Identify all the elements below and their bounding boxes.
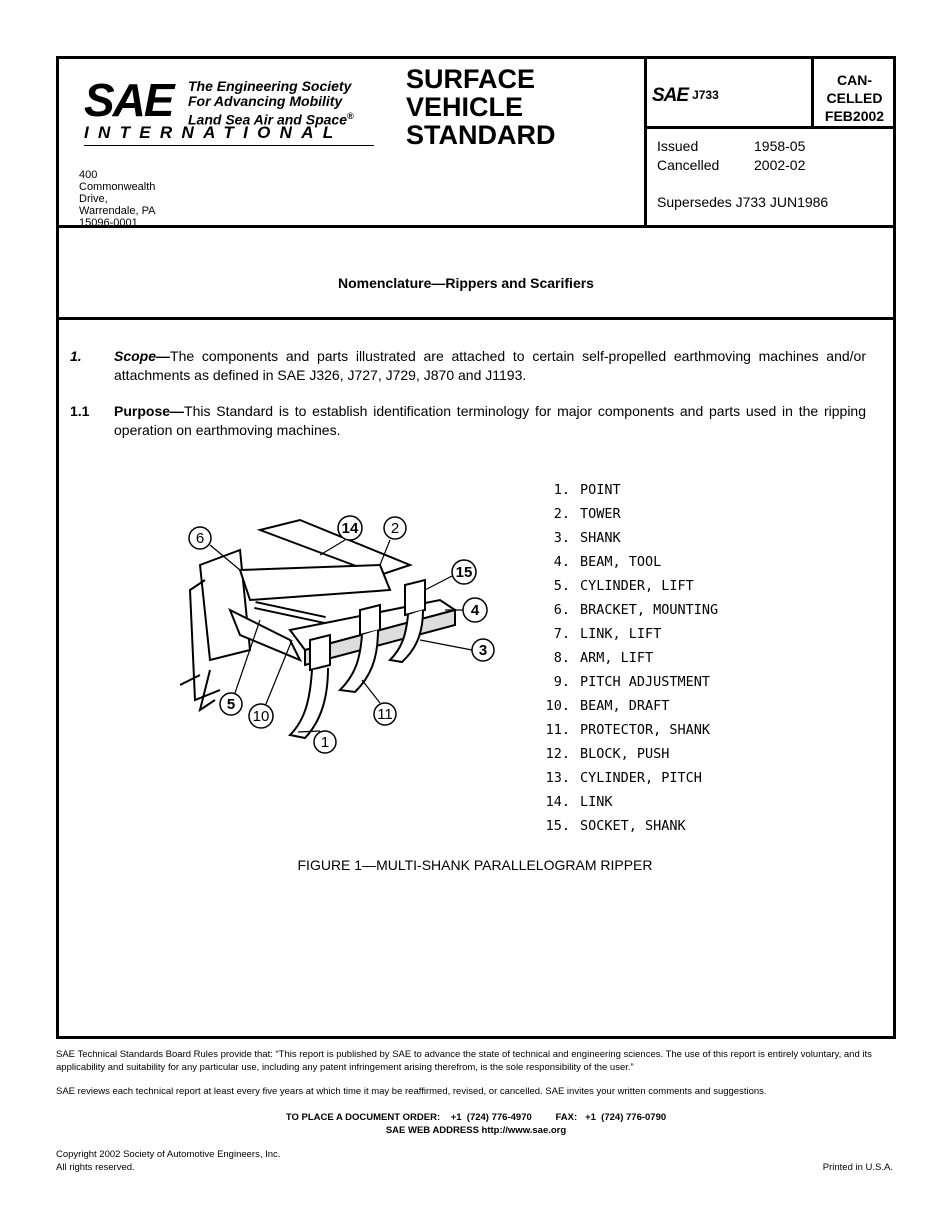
sae-address: 400 Commonwealth Drive, Warrendale, PA 15096-0001 (79, 169, 156, 229)
tagline-line-3: Land Sea Air and Space® (188, 111, 354, 128)
header-block (59, 59, 893, 228)
callout-15 (452, 560, 476, 584)
parts-list-item: 12. BLOCK, PUSH (545, 746, 670, 762)
svg-text:5: 5 (226, 696, 236, 713)
footer-rules: SAE Technical Standards Board Rules provide that: “This report is published by SAE to advance the state of technical and engineering sciences. The use of this report is entirely voluntary, and its applicability and suitability for any particular use, including any patent infringement arising therefrom, is the sole responsibility of the user.” (56, 1049, 872, 1073)
title-block (59, 228, 893, 320)
callout-5 (220, 693, 242, 715)
header-divider (811, 59, 814, 129)
callout-14 (338, 516, 362, 540)
parts-list (530, 478, 718, 838)
parts-list-item: 6. BRACKET, MOUNTING (553, 602, 719, 618)
callout-2 (384, 517, 406, 539)
svg-text:11: 11 (377, 706, 393, 723)
header-divider (644, 126, 893, 129)
printed-in: Printed in U.S.A. (822, 1162, 893, 1173)
callout-10 (249, 704, 273, 728)
footer-review: SAE reviews each technical report at least every five years at which time it may be reaffirmed, revised, or cancelled. SAE invites your written comments and suggestions. (56, 1086, 767, 1097)
tagline-line-1: The Engineering Society (188, 78, 352, 94)
order-info: TO PLACE A DOCUMENT ORDER: +1 (724) 776-4970 FAX: +1 (724) 776-0790 SAE WEB ADDRESS http://www.sae.org (285, 1111, 667, 1136)
parts-list-item: 2. TOWER (553, 506, 621, 522)
callout-6 (189, 527, 211, 549)
footer (56, 1049, 896, 1137)
svg-text:6: 6 (195, 530, 205, 547)
parts-list-item: 8. ARM, LIFT (553, 650, 654, 666)
section-purpose: 1.1 Purpose—This Standard is to establish identification terminology for major components and parts used in the ripping operation on earthmoving machines. (70, 403, 866, 438)
parts-list-item: 14. LINK (545, 794, 613, 810)
parts-list-item: 10. BEAM, DRAFT (545, 698, 670, 714)
callout-4 (463, 598, 487, 622)
svg-text:3: 3 (478, 642, 488, 659)
callout-11 (374, 703, 396, 725)
header-divider (644, 59, 647, 225)
doc-number: SAE J733 (652, 85, 719, 106)
svg-text:10: 10 (252, 708, 270, 725)
copyright: Copyright 2002 Society of Automotive Engineers, Inc. All rights reserved. (56, 1149, 281, 1173)
section-scope: 1. Scope—The components and parts illustrated are attached to certain self-propelled earthmoving machines and/or attachments as defined in SAE J326, J727, J729, J870 and J1193. (70, 348, 866, 383)
callout-1 (314, 731, 336, 753)
figure-caption: FIGURE 1—MULTI-SHANK PARALLELOGRAM RIPPER (297, 857, 653, 873)
logo-rule (84, 145, 374, 146)
svg-text:14: 14 (341, 520, 359, 537)
parts-list-item: 11. PROTECTOR, SHANK (545, 722, 711, 738)
svg-text:4: 4 (470, 602, 480, 619)
doc-dates: Issued 1958-05 Cancelled 2002-02 Supersedes J733 JUN1986 (657, 138, 829, 210)
sae-logo-tagline (188, 79, 388, 128)
tagline-line-2: For Advancing Mobility (188, 93, 343, 109)
parts-list-item: 9. PITCH ADJUSTMENT (553, 674, 711, 690)
parts-list-item: 1. POINT (553, 482, 621, 498)
sae-logo-mark: SAE (84, 74, 173, 126)
svg-text:1: 1 (320, 734, 330, 751)
supersedes: Supersedes J733 JUN1986 (657, 194, 829, 210)
callout-3 (472, 639, 494, 661)
status-badge: CAN- CELLED FEB2002 (824, 72, 885, 124)
parts-list-item: 15. SOCKET, SHANK (545, 818, 686, 834)
standard-type: SURFACE VEHICLE STANDARD (406, 64, 556, 150)
ripper-illustration (180, 510, 510, 770)
parts-list-item: 7. LINK, LIFT (553, 626, 662, 642)
parts-list-item: 4. BEAM, TOOL (553, 554, 662, 570)
body-text (70, 347, 866, 457)
page-title: Nomenclature—Rippers and Scarifiers (338, 275, 594, 291)
parts-list-item: 13. CYLINDER, PITCH (545, 770, 702, 786)
parts-list-item: 5. CYLINDER, LIFT (553, 578, 694, 594)
svg-text:2: 2 (390, 520, 400, 537)
parts-list-item: 3. SHANK (553, 530, 621, 546)
sae-international: INTERNATIONAL (84, 123, 343, 142)
svg-text:15: 15 (455, 564, 473, 581)
